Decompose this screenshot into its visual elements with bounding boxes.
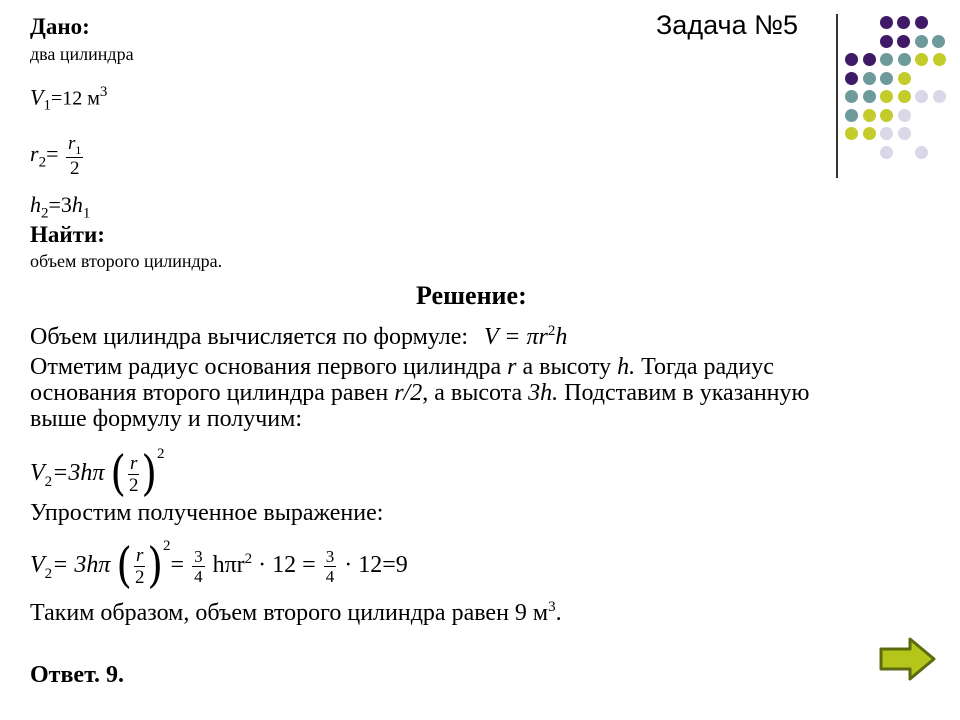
decor-dot — [880, 146, 893, 159]
f34-den: 4 — [194, 566, 203, 586]
formula-intro: Объем цилиндра вычисляется по формуле: — [30, 324, 469, 350]
decor-dot — [880, 109, 893, 122]
r2-sub: 2 — [38, 154, 47, 171]
eq1-sup: 2 — [157, 446, 165, 462]
equation-1: $V_2=3h\pi$ ( $\frac{r}{2}$ )$^2$ — [30, 446, 165, 503]
eq1-num: r — [130, 452, 138, 474]
decor-dot — [897, 35, 910, 48]
solution-heading: Решение: — [416, 281, 527, 310]
eq2-sub: 2 — [44, 565, 53, 582]
decor-dot — [898, 127, 911, 140]
decor-dot — [880, 90, 893, 103]
decor-dot — [932, 35, 945, 48]
equation-2: $V_2= 3h\pi$ ( $\frac{r}{2}$ )$^2$= $\frac{3}{4}$ hπr$^2$ · 12 = $\frac{3}{4}$ · 12=9 — [30, 538, 408, 595]
decor-dot — [845, 109, 858, 122]
eq2-den: 2 — [134, 566, 145, 588]
find-line1: объем второго цилиндра. — [30, 251, 223, 271]
answer: Ответ. 9. — [30, 662, 125, 688]
eq2-lhs: V — [30, 552, 45, 578]
formula-line — [30, 318, 567, 350]
conclusion-line — [30, 594, 562, 626]
eq2-a: = 3hπ — [52, 552, 111, 578]
r2-eq: = — [46, 140, 59, 166]
decor-dot — [880, 127, 893, 140]
decor-dot — [898, 53, 911, 66]
conclusion-text: Таким образом, объем второго цилиндра равен 9 м — [30, 600, 549, 626]
eq1-lhs: V — [30, 460, 45, 486]
v1-sub: 1 — [43, 97, 51, 114]
para-b: а высоту — [522, 354, 612, 380]
decor-dot — [863, 127, 876, 140]
decor-dot — [915, 146, 928, 159]
given-r2 — [30, 134, 85, 178]
decor-dot — [863, 90, 876, 103]
eq2-eq: = — [170, 552, 185, 578]
given-v1 — [30, 84, 107, 115]
f34-num: 3 — [194, 546, 203, 566]
eq1-frac — [128, 454, 139, 495]
v1-value: =12 м — [50, 87, 100, 110]
eq2-d: · 12=9 — [344, 552, 408, 578]
r1-over-2 — [66, 134, 83, 178]
decor-dot — [863, 72, 876, 85]
conclusion-sup: 3 — [548, 599, 556, 615]
find-heading: Найти: — [30, 222, 105, 247]
simplify-line: Упростим полученное выражение: — [30, 500, 384, 526]
para-f: Подставим в указанную — [564, 380, 810, 406]
decor-dot — [898, 90, 911, 103]
r1-num-sub: 1 — [75, 142, 82, 157]
right-arrow-icon[interactable] — [878, 636, 938, 682]
eq2-b: hπr — [212, 552, 245, 578]
formula-sup: 2 — [547, 323, 556, 339]
decor-dot — [880, 72, 893, 85]
formula: V = πr — [484, 324, 548, 350]
para-a: Отметим радиус основания первого цилиндра — [30, 354, 502, 380]
decor-dot — [915, 35, 928, 48]
v1-sup: 3 — [99, 84, 108, 100]
decor-dot — [845, 53, 858, 66]
eq2-num: r — [136, 544, 144, 566]
decor-dot — [845, 127, 858, 140]
decor-dot — [880, 35, 893, 48]
decor-dot — [897, 16, 910, 29]
r1-den: 2 — [69, 157, 80, 179]
decor-dot — [863, 53, 876, 66]
decor-dot — [915, 90, 928, 103]
decor-dot — [933, 90, 946, 103]
r1-num: r — [67, 133, 76, 154]
decor-dot — [933, 53, 946, 66]
f34b-den: 4 — [325, 566, 335, 586]
eq2-b-sup: 2 — [244, 551, 253, 567]
para-e: , а высота — [422, 380, 523, 406]
para-r: r — [507, 354, 517, 380]
decor-dot — [845, 72, 858, 85]
decor-dot — [880, 53, 893, 66]
decor-dot — [880, 16, 893, 29]
decor-dot — [863, 109, 876, 122]
eq1-sub: 2 — [44, 473, 53, 490]
v1-symbol: V — [30, 84, 44, 110]
given-heading: Дано: — [30, 14, 90, 39]
eq1-den: 2 — [128, 474, 139, 496]
eq1-rhs: =3hπ — [52, 460, 105, 486]
para-line3: выше формулу и получим: — [30, 406, 303, 432]
r2-symbol: r — [30, 140, 39, 166]
given-h2 — [30, 192, 90, 222]
decor-dot — [845, 90, 858, 103]
para-line1 — [30, 354, 774, 380]
formula-end: h — [555, 324, 568, 350]
para-h: h. — [617, 354, 636, 380]
h1-symbol: h — [71, 192, 83, 217]
f34b-num: 3 — [325, 546, 335, 566]
h2-sub: 2 — [41, 205, 49, 222]
para-r2: r/2 — [394, 380, 423, 406]
frac-3-4-a — [192, 548, 205, 585]
para-c: Тогда радиус — [641, 354, 774, 380]
eq2-frac — [134, 546, 145, 587]
decor-dot — [915, 53, 928, 66]
decor-dot — [898, 72, 911, 85]
decor-dot — [915, 16, 928, 29]
h2-symbol: h — [30, 192, 41, 217]
para-d: основания второго цилиндра равен — [30, 380, 389, 406]
conclusion-end: . — [555, 600, 562, 626]
eq2-sup: 2 — [163, 538, 171, 554]
divider-line — [836, 14, 838, 178]
para-3h: 3h. — [528, 380, 559, 406]
h1-sub: 1 — [82, 205, 91, 222]
h2-eq: =3 — [48, 192, 72, 217]
eq2-c: · 12 = — [258, 552, 316, 578]
para-line2 — [30, 380, 809, 406]
frac-3-4-b — [324, 548, 337, 585]
slide-title: Задача №5 — [656, 10, 799, 40]
given-line1: два цилиндра — [30, 44, 134, 64]
decor-dot — [898, 109, 911, 122]
